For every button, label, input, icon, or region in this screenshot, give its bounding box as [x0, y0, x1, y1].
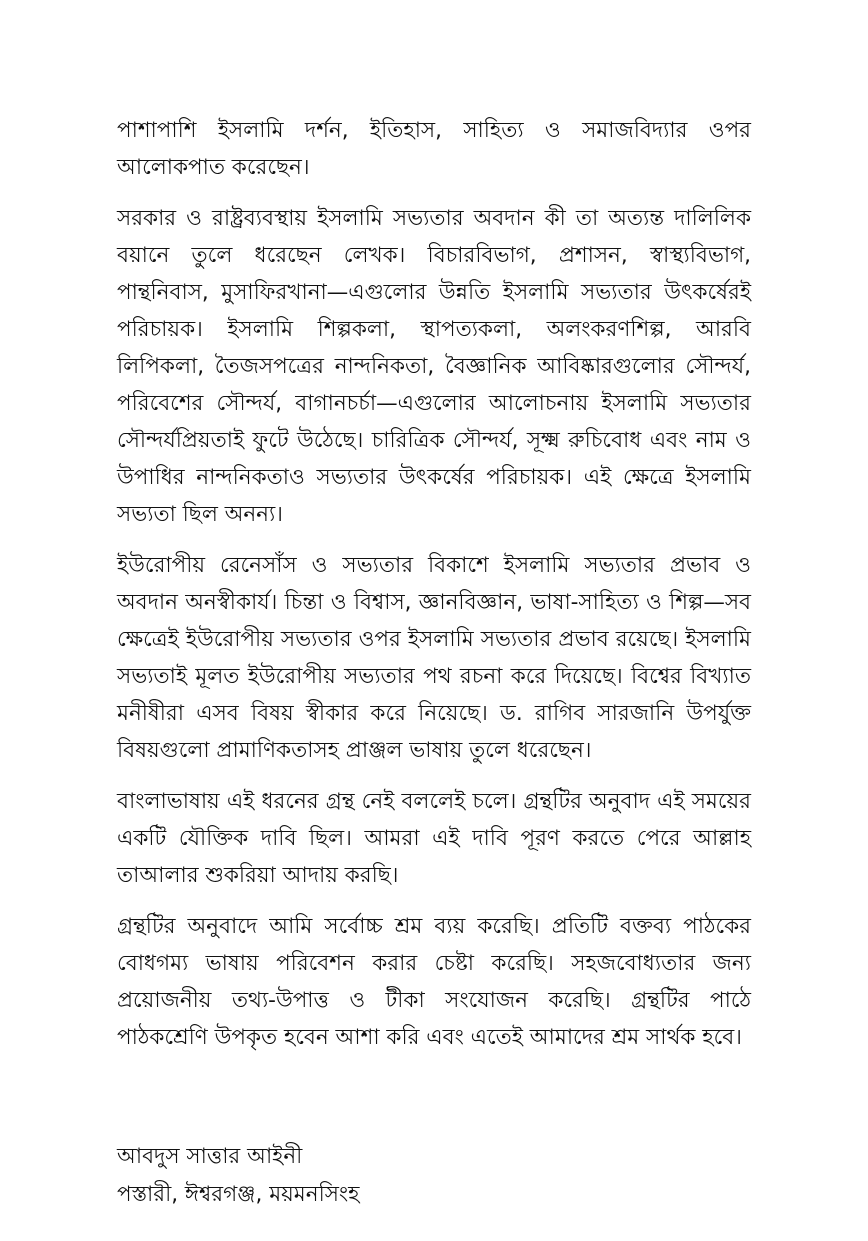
signature-block	[117, 1138, 359, 1214]
author-location: পস্তারী, ঈশ্বরগঞ্জ, ময়মনসিংহ	[117, 1182, 360, 1207]
paragraph-4: বাংলাভাষায় এই ধরনের গ্রন্থ নেই বললেই চলে। গ্রন্থটির অনুবাদ এই সময়ের একটি যৌক্তিক দাবি ছিল। আমরা এই দাবি পূরণ করতে পেরে আল্লাহ তাআলার শুকরিয়া আদায় করছি।	[117, 789, 751, 888]
paragraph-5: গ্রন্থটির অনুবাদে আমি সর্বোচ্চ শ্রম ব্যয় করেছি। প্রতিটি বক্তব্য পাঠকের বোধগম্য ভাষায় পরিবেশন করার চেষ্টা করেছি। সহজবোধ্যতার জন্য প্রয়োজনীয় তথ্য-উপাত্ত ও টীকা সংযোজন করেছি। গ্রন্থটির পাঠে পাঠকশ্রেণি উপকৃত হবেন আশা করি এবং এতেই আমাদের শ্রম সার্থক হবে।	[117, 914, 751, 1050]
paragraph-3: ইউরোপীয় রেনেসাঁস ও সভ্যতার বিকাশে ইসলামি সভ্যতার প্রভাব ও অবদান অনস্বীকার্য। চিন্তা ও বিশ্বাস, জ্ঞানবিজ্ঞান, ভাষা-সাহিত্য ও শিল্প—সব ক্ষেত্রেই ইউরোপীয় সভ্যতার ওপর ইসলামি সভ্যতার প্রভাব রয়েছে। ইসলামি সভ্যতাই মূলত ইউরোপীয় সভ্যতার পথ রচনা করে দিয়েছে। বিশ্বের বিখ্যাত মনীষীরা এসব বিষয় স্বীকার করে নিয়েছে। ড. রাগিব সারজানি উপর্যুক্ত বিষয়গুলো প্রামাণিকতাসহ প্রাঞ্জল ভাষায় তুলে ধরেছেন।	[117, 553, 751, 763]
paragraph-2: সরকার ও রাষ্ট্রব্যবস্থায় ইসলামি সভ্যতার অবদান কী তা অত্যন্ত দালিলিক বয়ানে তুলে ধরেছেন লেখক। বিচারবিভাগ, প্রশাসন, স্বাস্থ্যবিভাগ, পান্থনিবাস, মুসাফিরখানা—এগুলোর উন্নতি ইসলামি সভ্যতার উৎকর্ষেরই পরিচায়ক। ইসলামি শিল্পকলা, স্থাপত্যকলা, অলংকরণশিল্প, আরবি লিপিকলা, তৈজসপত্রের নান্দনিকতা, বৈজ্ঞানিক আবিষ্কারগুলোর সৌন্দর্য, পরিবেশের সৌন্দর্য, বাগানচর্চা—এগুলোর আলোচনায় ইসলামি সভ্যতার সৌন্দর্যপ্রিয়তাই ফুটে উঠেছে। চারিত্রিক সৌন্দর্য, সূক্ষ্ম রুচিবোধ এবং নাম ও উপাধির নান্দনিকতাও সভ্যতার উৎকর্ষের পরিচায়ক। এই ক্ষেত্রে ইসলামি সভ্যতা ছিল অনন্য।	[117, 206, 751, 527]
document-body	[117, 112, 751, 1070]
author-name: আবদুস সাত্তার আইনী	[117, 1144, 303, 1169]
paragraph-1: পাশাপাশি ইসলামি দর্শন, ইতিহাস, সাহিত্য ও সমাজবিদ্যার ওপর আলোকপাত করেছেন।	[117, 118, 751, 180]
